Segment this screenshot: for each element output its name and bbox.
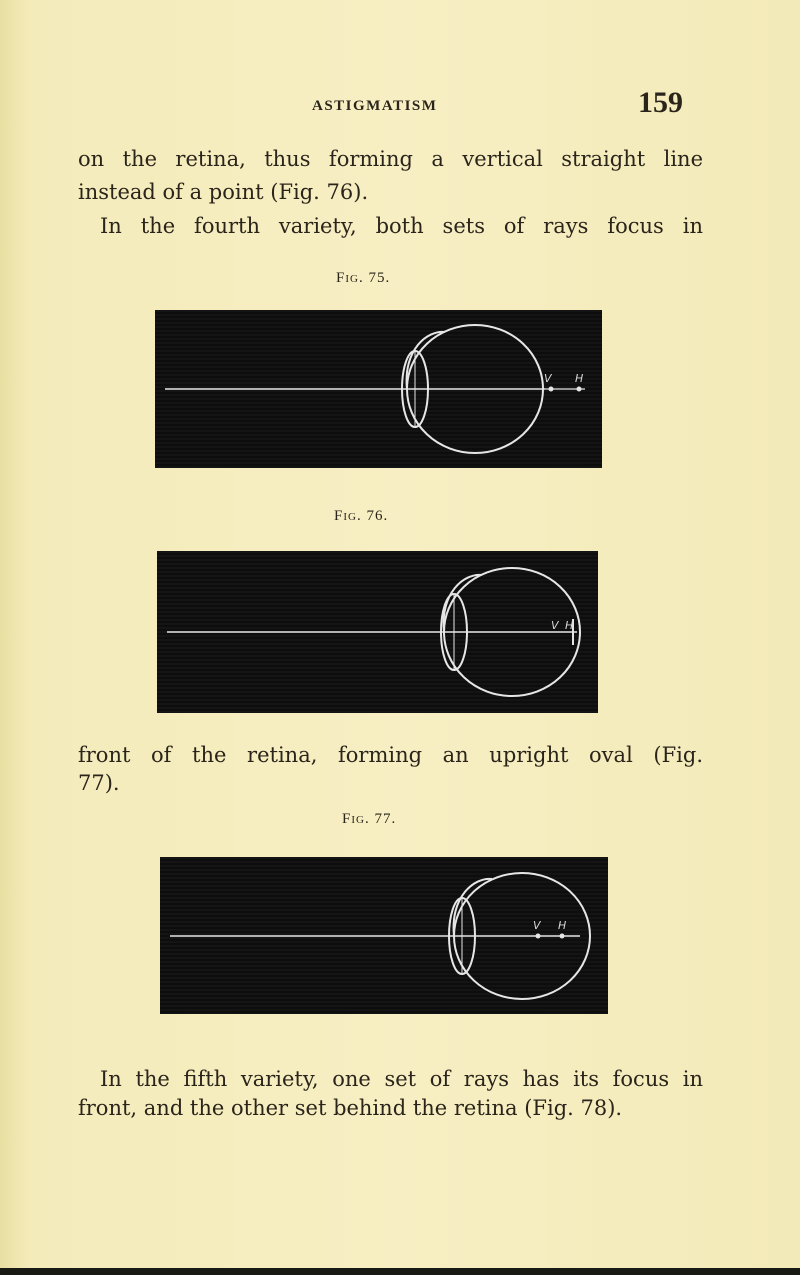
paragraph-line: instead of a point (Fig. 76). <box>78 180 369 204</box>
label-h: H <box>565 619 574 632</box>
label-v: V <box>533 919 541 932</box>
page-number: 159 <box>638 86 683 119</box>
label-h: H <box>575 372 584 385</box>
paragraph-line: on the retina, thus forming a vertical straight line <box>78 147 703 171</box>
figure-77-plate <box>160 857 608 1014</box>
figure-caption: Fig. 75. <box>336 270 391 286</box>
running-head: ASTIGMATISM <box>312 98 438 114</box>
focal-point-h <box>560 934 565 939</box>
paragraph-line: In the fifth variety, one set of rays has its focus in <box>100 1067 703 1091</box>
figure-75-plate <box>155 310 602 468</box>
label-v: V <box>544 372 552 385</box>
paragraph-line: front of the retina, forming an upright oval (Fig. <box>78 743 703 767</box>
paragraph-line: In the fourth variety, both sets of rays focus in <box>100 214 703 238</box>
focal-point-v <box>536 934 541 939</box>
label-h: H <box>558 919 567 932</box>
label-v: V <box>551 619 559 632</box>
paragraph-line: front, and the other set behind the retina (Fig. 78). <box>78 1096 623 1120</box>
eye-diagram <box>155 310 602 468</box>
eye-diagram <box>157 551 598 713</box>
cornea-arc <box>454 879 492 936</box>
eye-diagram <box>160 857 608 1014</box>
figure-76-plate <box>157 551 598 713</box>
figure-caption: Fig. 77. <box>342 811 397 827</box>
paragraph-line: 77). <box>78 771 120 795</box>
cornea-arc <box>407 332 445 389</box>
page-bottom-edge <box>0 1268 800 1275</box>
figure-caption: Fig. 76. <box>334 508 389 524</box>
